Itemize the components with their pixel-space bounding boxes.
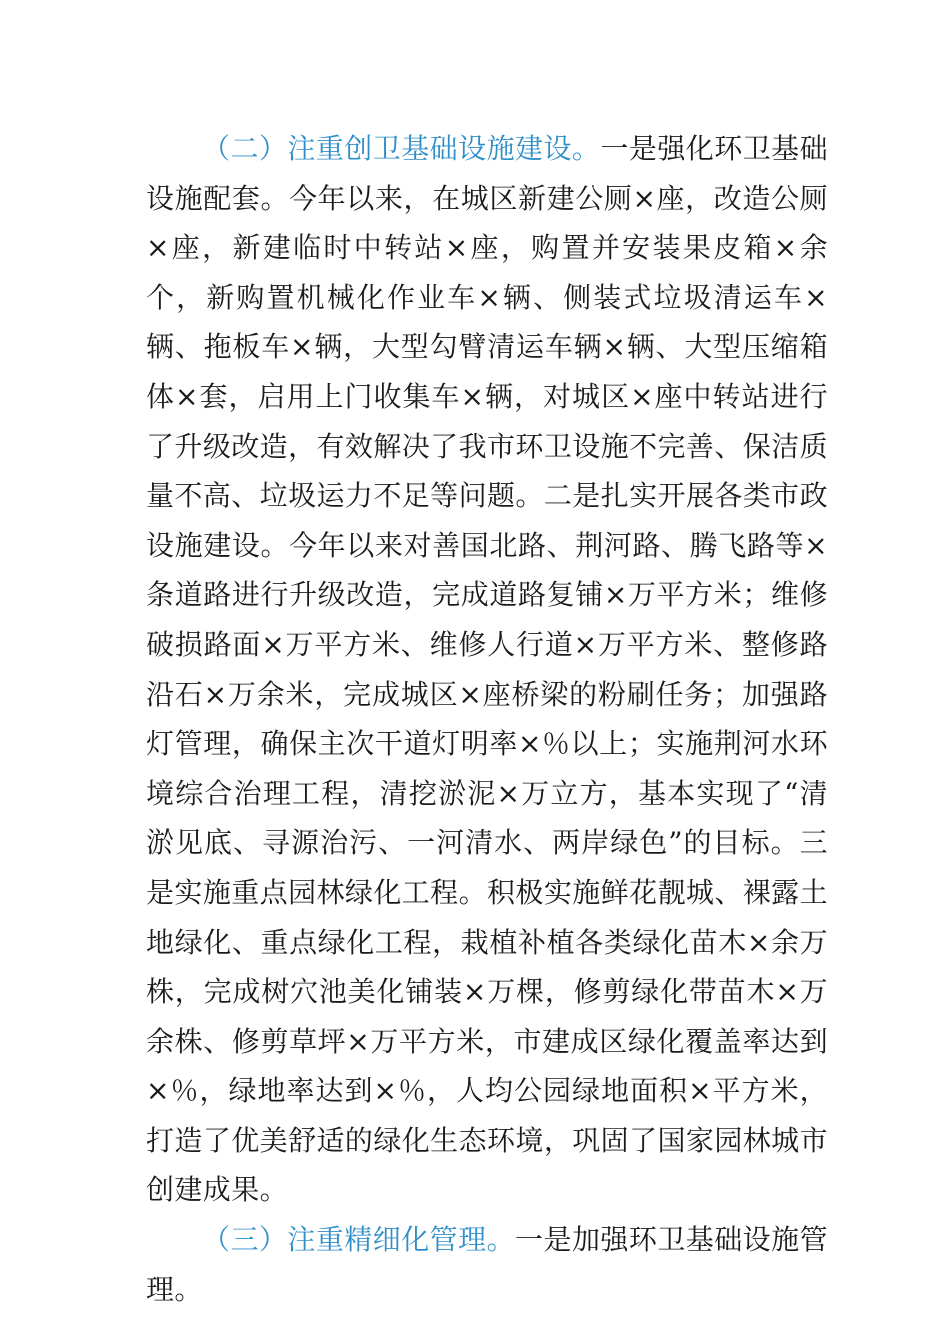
paragraph-infrastructure: [146, 124, 828, 1215]
paragraph-refined-management: [146, 1215, 828, 1314]
document-page: [146, 124, 828, 1314]
section-heading-3: （三）注重精细化管理。: [202, 1223, 516, 1257]
section-body-2: 一是强化环卫基础设施配套。今年以来，在城区新建公厕×座，改造公厕×座，新建临时中转站×座，购置并安装果皮箱×余个，新购置机械化作业车×辆、侧装式垃圾清运车×辆、拖板车×辆，大型勾臂清运车辆×辆、大型压缩箱体×套，启用上门收集车×辆，对城区×座中转站进行了升级改造，有效解决了我市环卫设施不完善、保洁质量不高、垃圾运力不足等问题。二是扎实开展各类市政设施建设。今年以来对善国北路、荆河路、腾飞路等×条道路进行升级改造，完成道路复铺×万平方米；维修破损路面×万平方米、维修人行道×万平方米、整修路沿石×万余米，完成城区×座桥梁的粉刷任务；加强路灯管理，确保主次干道灯明率×％以上；实施荆河水环境综合治理工程，清挖淤泥×万立方，基本实现了“清淤见底、寻源治污、一河清水、两岸绿色”的目标。三是实施重点园林绿化工程。积极实施鲜花靓城、裸露土地绿化、重点绿化工程，栽植补植各类绿化苗木×余万株，完成树穴池美化铺装×万棵，修剪绿化带苗木×万余株、修剪草坪×万平方米，市建成区绿化覆盖率达到×％，绿地率达到×％，人均公园绿地面积×平方米，打造了优美舒适的绿化生态环境，巩固了国家园林城市创建成果。: [146, 132, 829, 1207]
section-body-3: 一是加强环卫基础设施管理。: [146, 1223, 828, 1306]
section-heading-2: （二）注重创卫基础设施建设。: [202, 132, 601, 165]
